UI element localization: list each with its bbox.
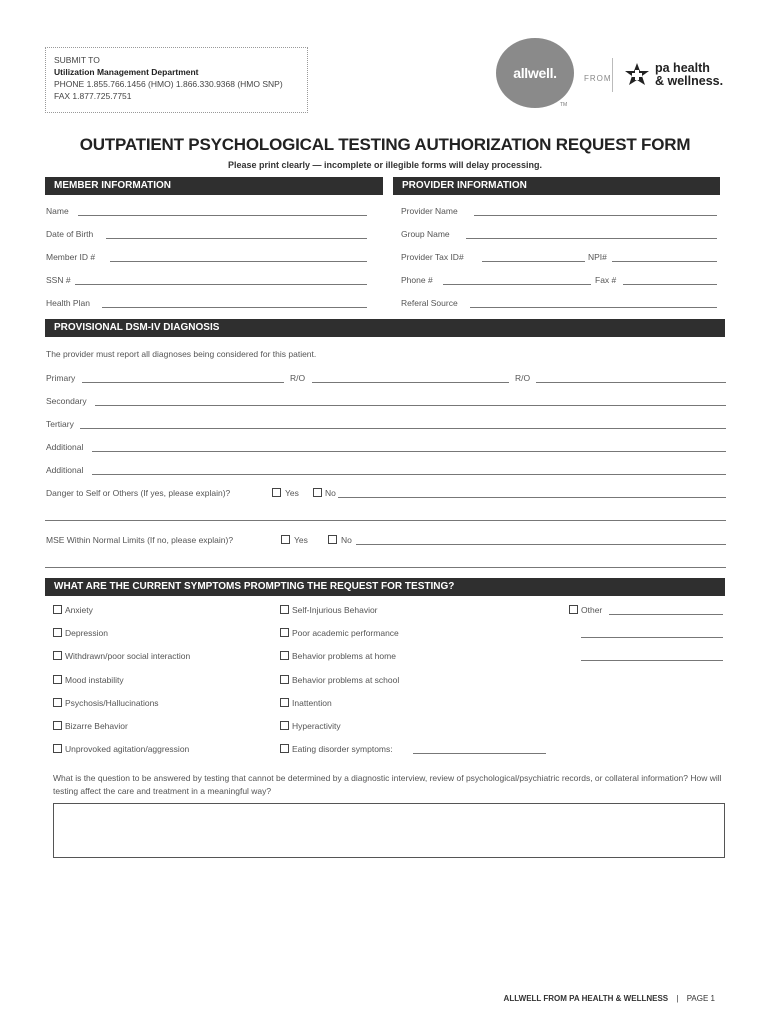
- additional-label-1: Additional: [46, 442, 84, 452]
- secondary-ro-label: R/O: [515, 373, 531, 383]
- primary-label: Primary: [46, 373, 76, 383]
- logo-divider: [612, 58, 613, 92]
- member-health-plan-field[interactable]: [102, 307, 367, 308]
- symptom-self-injurious-label: Self-Injurious Behavior: [292, 605, 378, 615]
- referral-source-label: Referal Source: [401, 298, 458, 308]
- eating-disorder-field[interactable]: [413, 753, 546, 754]
- footer-separator: |: [676, 994, 679, 1003]
- symptom-psychosis-label: Psychosis/Hallucinations: [65, 698, 159, 708]
- mse-no-checkbox[interactable]: [328, 535, 337, 544]
- pa-health-wellness-logo: [655, 62, 723, 88]
- danger-label: Danger to Self or Others (If yes, please explain)?: [46, 488, 231, 498]
- symptom-anxiety-checkbox[interactable]: [53, 605, 62, 614]
- testing-question: What is the question to be answered by testing that cannot be determined by a diagnostic interview, review of psychological/psychiatric records, or collateral information? How will testing affect the care and treatment in a meaningful way?: [53, 773, 722, 796]
- additional-field-1[interactable]: [92, 451, 726, 452]
- symptom-home-label: Behavior problems at home: [292, 651, 396, 661]
- group-name-label: Group Name: [401, 229, 450, 239]
- page-footer: [470, 994, 715, 1003]
- npi-label: NPI#: [588, 252, 607, 262]
- symptom-agitation-checkbox[interactable]: [53, 744, 62, 753]
- symptom-eating-checkbox[interactable]: [280, 744, 289, 753]
- member-id-label: Member ID #: [46, 252, 96, 262]
- symptom-withdrawn-checkbox[interactable]: [53, 651, 62, 660]
- provider-name-label: Provider Name: [401, 206, 458, 216]
- other-field-2[interactable]: [581, 637, 723, 638]
- symptom-self-injurious-checkbox[interactable]: [280, 605, 289, 614]
- group-name-field[interactable]: [466, 238, 717, 239]
- symptoms-header: WHAT ARE THE CURRENT SYMPTOMS PROMPTING THE REQUEST FOR TESTING?: [45, 578, 725, 596]
- danger-no-checkbox[interactable]: [313, 488, 322, 497]
- member-ssn-field[interactable]: [75, 284, 367, 285]
- symptom-mood-checkbox[interactable]: [53, 675, 62, 684]
- symptom-hyperactivity-label: Hyperactivity: [292, 721, 341, 731]
- diagnosis-header: PROVISIONAL DSM-IV DIAGNOSIS: [45, 319, 725, 337]
- pa-health-star-icon: [624, 62, 650, 88]
- symptom-withdrawn-label: Withdrawn/poor social interaction: [65, 651, 191, 661]
- symptom-bizarre-label: Bizarre Behavior: [65, 721, 128, 731]
- provider-phone-field[interactable]: [443, 284, 591, 285]
- other-field-3[interactable]: [581, 660, 723, 661]
- mse-yes-checkbox[interactable]: [281, 535, 290, 544]
- member-dob-field[interactable]: [106, 238, 367, 239]
- submit-department: Utilization Management Department: [54, 67, 199, 77]
- danger-explain-field[interactable]: [338, 497, 726, 498]
- member-ssn-label: SSN #: [46, 275, 71, 285]
- provider-tax-id-field[interactable]: [482, 261, 585, 262]
- mse-label: MSE Within Normal Limits (If no, please explain)?: [46, 535, 234, 545]
- primary-ro-label: R/O: [290, 373, 306, 383]
- symptom-school-label: Behavior problems at school: [292, 675, 400, 685]
- provider-fax-label: Fax #: [595, 275, 617, 285]
- symptom-mood-label: Mood instability: [65, 675, 124, 685]
- submit-fax: FAX 1.877.725.7751: [54, 91, 132, 101]
- provider-tax-id-label: Provider Tax ID#: [401, 252, 464, 262]
- symptom-other-label: Other: [581, 605, 603, 615]
- symptom-anxiety-label: Anxiety: [65, 605, 93, 615]
- referral-source-field[interactable]: [470, 307, 717, 308]
- symptom-depression-checkbox[interactable]: [53, 628, 62, 637]
- footer-org: ALLWELL FROM PA HEALTH & WELLNESS: [503, 994, 669, 1003]
- submit-to-box: [45, 47, 308, 113]
- danger-explain-field-2[interactable]: [45, 520, 726, 521]
- mse-yes-label: Yes: [294, 535, 308, 545]
- other-field-1[interactable]: [609, 614, 723, 615]
- allwell-tm: TM: [560, 102, 568, 108]
- symptom-psychosis-checkbox[interactable]: [53, 698, 62, 707]
- symptom-inattention-label: Inattention: [292, 698, 332, 708]
- symptom-agitation-label: Unprovoked agitation/aggression: [65, 744, 190, 754]
- member-name-field[interactable]: [78, 215, 367, 216]
- pa-health-line2: & wellness.: [655, 74, 724, 88]
- provider-info-header: PROVIDER INFORMATION: [393, 177, 720, 195]
- danger-yes-label: Yes: [285, 488, 299, 498]
- member-health-plan-label: Health Plan: [46, 298, 90, 308]
- provider-phone-label: Phone #: [401, 275, 433, 285]
- footer-page: PAGE 1: [686, 994, 715, 1003]
- mse-explain-field-2[interactable]: [45, 567, 726, 568]
- form-subtitle: Please print clearly — incomplete or illegible forms will delay processing.: [227, 160, 543, 170]
- symptom-bizarre-checkbox[interactable]: [53, 721, 62, 730]
- symptom-school-checkbox[interactable]: [280, 675, 289, 684]
- symptom-other-checkbox[interactable]: [569, 605, 578, 614]
- member-id-field[interactable]: [110, 261, 367, 262]
- primary-field[interactable]: [82, 382, 284, 383]
- pa-health-line1: pa health: [655, 61, 710, 75]
- mse-explain-field[interactable]: [356, 544, 726, 545]
- testing-question-answer-box[interactable]: [53, 803, 725, 858]
- logo-from-text: FROM: [584, 74, 612, 83]
- primary-ro-field[interactable]: [312, 382, 509, 383]
- submit-phone: PHONE 1.855.766.1456 (HMO) 1.866.330.9368 (HMO SNP): [54, 79, 283, 89]
- tertiary-field[interactable]: [80, 428, 726, 429]
- member-name-label: Name: [46, 206, 69, 216]
- additional-label-2: Additional: [46, 465, 84, 475]
- secondary-field[interactable]: [95, 405, 726, 406]
- allwell-logo: allwell.: [496, 38, 574, 108]
- member-dob-label: Date of Birth: [46, 229, 94, 239]
- symptom-academic-checkbox[interactable]: [280, 628, 289, 637]
- form-title: OUTPATIENT PSYCHOLOGICAL TESTING AUTHORIZATION REQUEST FORM: [79, 135, 691, 154]
- symptom-academic-label: Poor academic performance: [292, 628, 399, 638]
- diagnosis-note: The provider must report all diagnoses being considered for this patient.: [46, 349, 317, 359]
- mse-no-label: No: [341, 535, 352, 545]
- provider-fax-field[interactable]: [623, 284, 717, 285]
- secondary-ro-field[interactable]: [536, 382, 726, 383]
- symptom-home-checkbox[interactable]: [280, 651, 289, 660]
- symptom-inattention-checkbox[interactable]: [280, 698, 289, 707]
- danger-no-label: No: [325, 488, 336, 498]
- symptom-eating-label: Eating disorder symptoms:: [292, 744, 393, 754]
- tertiary-label: Tertiary: [46, 419, 74, 429]
- danger-yes-checkbox[interactable]: [272, 488, 281, 497]
- symptom-hyperactivity-checkbox[interactable]: [280, 721, 289, 730]
- submit-to-label: SUBMIT TO: [54, 55, 100, 65]
- additional-field-2[interactable]: [92, 474, 726, 475]
- member-info-header: MEMBER INFORMATION: [45, 177, 383, 195]
- provider-name-field[interactable]: [474, 215, 717, 216]
- secondary-label: Secondary: [46, 396, 87, 406]
- symptom-depression-label: Depression: [65, 628, 108, 638]
- npi-field[interactable]: [612, 261, 717, 262]
